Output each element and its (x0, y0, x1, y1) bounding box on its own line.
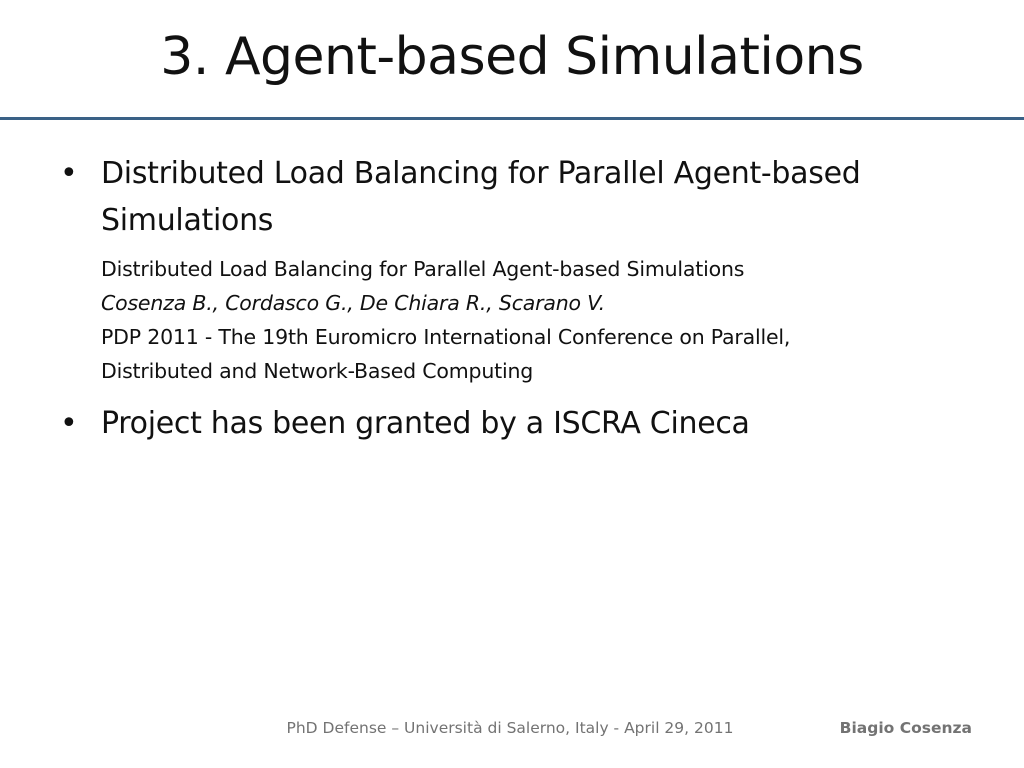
footer-event: PhD Defense – Università di Salerno, Italy - April 29, 2011 (286, 719, 734, 737)
title-divider (0, 117, 1024, 120)
bullet-item (58, 400, 958, 447)
footer-author: Biagio Cosenza (839, 719, 972, 737)
reference-venue-line-2: Distributed and Network-Based Computing (101, 359, 534, 383)
slide-title: 3. Agent-based Simulations (160, 27, 864, 87)
bullet-item (58, 150, 958, 388)
bullet-text: Distributed Load Balancing for Parallel Agent-based Simulations (101, 156, 861, 238)
bullet-text: Project has been granted by a ISCRA Cineca (101, 406, 750, 441)
reference-authors: Cosenza B., Cordasco G., De Chiara R., Scarano V. (101, 291, 605, 315)
reference-venue-line-1: PDP 2011 - The 19th Euromicro International Conference on Parallel, (101, 325, 791, 349)
reference-title: Distributed Load Balancing for Parallel Agent-based Simulations (101, 257, 745, 281)
bullet-marker: • (60, 156, 78, 191)
slide-content (58, 150, 958, 447)
bullet-marker: • (60, 406, 78, 441)
publication-reference (101, 252, 958, 388)
